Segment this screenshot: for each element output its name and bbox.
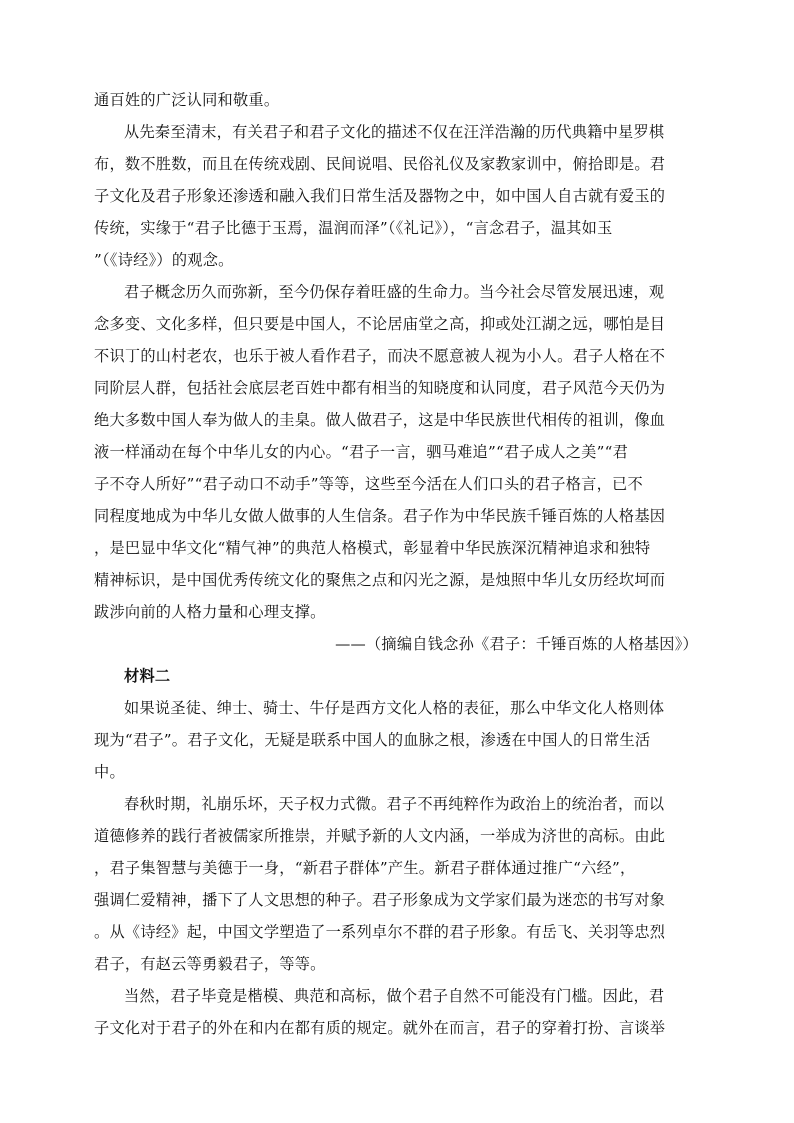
paragraph-3-line: ，是巴显中华文化“精气神”的典范人格模式，彰显着中华民族深沉精神追求和独特 (94, 539, 651, 557)
paragraph-5-line: 春秋时期，礼崩乐坏，天子权力式微。君子不再纯粹作为政治上的统治者，而以 (124, 795, 665, 813)
paragraph-3-line: 念多变、文化多样，但只要是中国人，不论居庙堂之高，抑或处江湖之远，哪怕是目 (94, 315, 666, 333)
paragraph-2-line: 子文化及君子形象还渗透和融入我们日常生活及器物之中，如中国人自古就有爱玉的 (94, 187, 666, 205)
section-heading: 材料二 (124, 667, 171, 685)
paragraph-3-line: 精神标识，是中国优秀传统文化的聚焦之点和闪光之源，是烛照中华儿女历经坎坷而 (94, 571, 666, 589)
paragraph-2-line: ”（《诗经》）的观念。 (94, 251, 234, 269)
paragraph-3-line: 同程度地成为中华儿女做人做事的人生信条。君子作为中华民族千锤百炼的人格基因 (94, 507, 666, 525)
paragraph-3-line: 跋涉向前的人格力量和心理支撑。 (94, 603, 326, 621)
paragraph-3-line: 不识丁的山村老农，也乐于被人看作君子，而决不愿意被人视为小人。君子人格在不 (94, 347, 666, 365)
paragraph-5-line: 道德修养的践行者被儒家所推崇，并赋予新的人文内涵，一举成为济世的高标。由此 (94, 827, 666, 845)
paragraph-3-line: 液一样涌动在每个中华儿女的内心。“君子一言，驷马难追”“君子成人之美”“君 (94, 443, 629, 461)
paragraph-4-line: 现为“君子”。君子文化，无疑是联系中国人的血脉之根，渗透在中国人的日常生活 (94, 731, 651, 749)
paragraph-2-line: 传统，实缘于“君子比德于玉焉，温润而泽”（《礼记》），“言念君子，温其如玉 (94, 219, 613, 237)
paragraph-5-line: ，君子集智慧与美德于一身，“新君子群体”产生。新君子群体通过推广“六经”， (94, 859, 636, 877)
paragraph-3-line: 君子概念历久而弥新，至今仍保存着旺盛的生命力。当今社会尽管发展迅速，观 (124, 283, 665, 301)
paragraph-5-line: 。从《诗经》起，中国文学塑造了一系列卓尔不群的君子形象。有岳飞、关羽等忠烈 (94, 923, 666, 941)
paragraph-2-line: 从先秦至清末，有关君子和君子文化的描述不仅在汪洋浩瀚的历代典籍中星罗棋 (124, 123, 665, 141)
paragraph-6-line: 子文化对于君子的外在和内在都有质的规定。就外在而言，君子的穿着打扮、言谈举 (94, 1019, 666, 1037)
paragraph-3-line: 绝大多数中国人奉为做人的圭臬。做人做君子，这是中华民族世代相传的祖训，像血 (94, 411, 666, 429)
paragraph-2-line: 布，数不胜数，而且在传统戏剧、民间说唱、民俗礼仪及家教家训中，俯拾即是。君 (94, 155, 666, 173)
paragraph-5-line: 强调仁爱精神，播下了人文思想的种子。君子形象成为文学家们最为迷恋的书写对象 (94, 891, 666, 909)
source-note: ——（摘编自钱念孙《君子：千锤百炼的人格基因》） (335, 635, 698, 653)
paragraph-4-line: 如果说圣徒、绅士、骑士、牛仔是西方文化人格的表征，那么中华文化人格则体 (124, 699, 665, 717)
paragraph-6-line: 当然，君子毕竟是楷模、典范和高标，做个君子自然不可能没有门槛。因此，君 (124, 987, 665, 1005)
paragraph-3-line: 同阶层人群，包括社会底层老百姓中都有相当的知晓度和认同度，君子风范今天仍为 (94, 379, 666, 397)
paragraph-4-line: 中。 (94, 763, 125, 781)
paragraph-3-line: 子不夺人所好”“君子动口不动手”等等，这些至今活在人们口头的君子格言，已不 (94, 475, 643, 493)
paragraph-5-line: 君子，有赵云等勇毅君子，等等。 (94, 955, 326, 973)
paragraph-1-line: 通百姓的广泛认同和敬重。 (94, 91, 280, 109)
